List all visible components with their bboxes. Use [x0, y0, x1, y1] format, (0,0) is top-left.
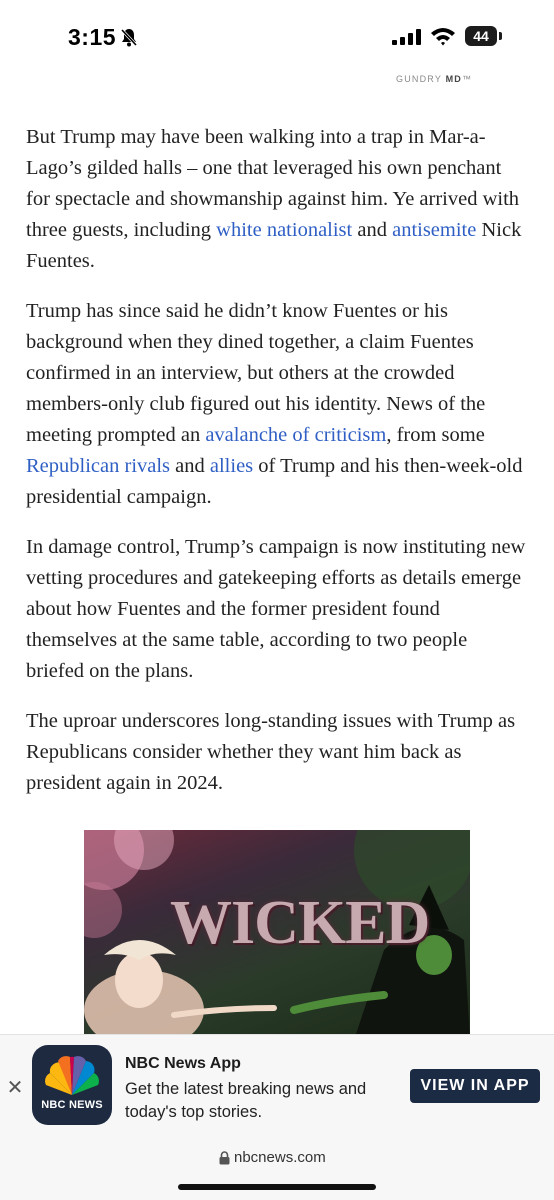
nbc-app-icon[interactable] — [32, 1045, 112, 1125]
article-paragraph-2 — [26, 296, 530, 513]
home-indicator[interactable] — [178, 1184, 376, 1190]
app-install-banner — [0, 1034, 554, 1139]
ad-brand-light: GUNDRY — [396, 74, 446, 84]
promo-image[interactable] — [84, 830, 470, 1040]
paragraph-text: But Trump may have been walking into a trap in Mar-a-Lago’s gilded halls – one that leveraged his own penchant for spectacle and showmanship against him. Ye arrived with three guests, including — [26, 126, 520, 241]
wifi-icon — [430, 26, 456, 46]
battery-cap — [499, 32, 502, 40]
ad-brand-logo[interactable] — [396, 74, 472, 84]
close-icon[interactable]: ✕ — [6, 1077, 24, 1099]
paragraph-text: and — [170, 455, 210, 477]
battery-icon: 44 — [465, 26, 497, 46]
link-white-nationalist[interactable]: white nationalist — [216, 219, 353, 241]
article-body — [26, 122, 530, 818]
link-antisemite[interactable]: antisemite — [392, 219, 477, 241]
link-allies[interactable]: allies — [209, 455, 254, 477]
bell-slash-icon — [119, 27, 139, 47]
promo-title-art: WICKED — [170, 889, 430, 957]
link-republican-rivals[interactable]: Republican rivals — [26, 455, 171, 477]
article-paragraph-3: In damage control, Trump’s campaign is now instituting new vetting procedures and gatekeeping efforts as details emerge about how Fuentes and the former president found themselves at the same table, according to two people briefed on the plans. — [26, 536, 526, 682]
lock-icon — [219, 1151, 230, 1165]
banner-title: NBC News App — [125, 1055, 241, 1072]
signal-icon — [392, 29, 422, 45]
link-avalanche-of-criticism[interactable]: avalanche of criticism — [205, 424, 387, 446]
banner-description: Get the latest breaking news and today's top stories. — [125, 1080, 367, 1121]
url-domain[interactable]: nbcnews.com — [234, 1149, 326, 1166]
ad-brand-bold: MD — [445, 74, 462, 84]
paragraph-text: Nick Fuentes. — [26, 219, 522, 272]
paragraph-text: of Trump and his then-week-old presidential campaign. — [26, 455, 523, 508]
ad-brand-tm: ™ — [461, 74, 473, 84]
article-paragraph-1 — [26, 122, 530, 277]
peacock-icon — [44, 1055, 100, 1095]
paragraph-text: Trump has since said he didn’t know Fuentes or his background when they dined together, a claim Fuentes confirmed in an interview, but others at the crowded members-only club figured out his identity. News of the meeting prompted an — [26, 300, 486, 446]
app-icon-label: NBC NEWS — [41, 1099, 103, 1111]
status-time: 3:15 — [68, 24, 117, 50]
paragraph-text: and — [352, 219, 393, 241]
status-bar — [0, 0, 554, 70]
view-in-app-button[interactable]: VIEW IN APP — [410, 1069, 540, 1103]
article-paragraph-4: The uproar underscores long-standing issues with Trump as Republicans consider whether they want him back as president again in 2024. — [26, 710, 516, 794]
paragraph-text: , from some — [386, 424, 485, 446]
browser-url-bar[interactable] — [0, 1138, 554, 1200]
